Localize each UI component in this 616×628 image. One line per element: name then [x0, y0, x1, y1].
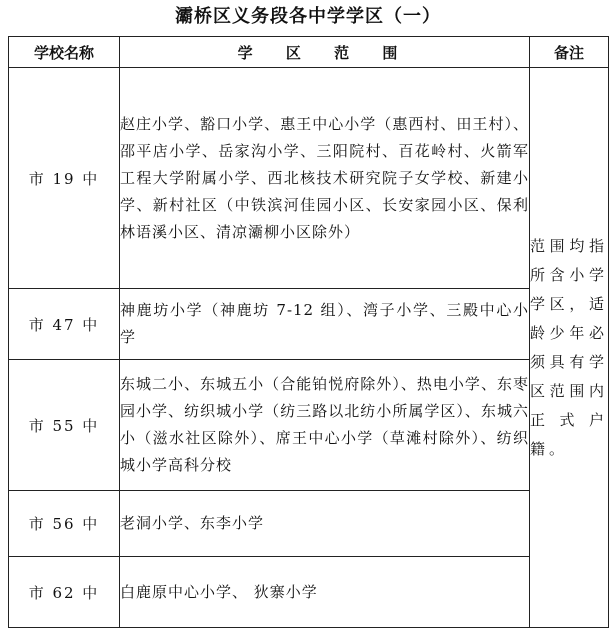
- table-row: [9, 68, 609, 289]
- table-row: [9, 289, 609, 360]
- district-range-cell: 东城二小、东城五小（合能铂悦府除外）、热电小学、东枣园小学、纺织城小学（纺三路以北纺小所属学区）、东城六小（滋水社区除外）、席王中心小学（草滩村除外）、纺织城小学高科分校: [120, 360, 530, 491]
- page-title: 灞桥区义务段各中学学区（一）: [175, 6, 441, 27]
- table-header-row: [9, 37, 609, 68]
- school-name-cell: 市 55 中: [9, 360, 120, 491]
- school-name-cell: 市 47 中: [9, 289, 120, 360]
- district-range-cell: 白鹿原中心小学、 狄寨小学: [120, 557, 530, 628]
- school-name-cell: 市 56 中: [9, 491, 120, 557]
- header-note: 备注: [530, 37, 609, 68]
- table-row: [9, 557, 609, 628]
- school-district-table: [8, 36, 609, 628]
- table-row: [9, 491, 609, 557]
- note-cell: 范围均指所含小学学区，适龄少年必须具有学区范围内正式户籍。: [530, 68, 609, 628]
- table-row: [9, 360, 609, 491]
- district-range-cell: 赵庄小学、豁口小学、惠王中心小学（惠西村、田王村）、邵平店小学、岳家沟小学、三阳院村、百花岭村、火箭军工程大学附属小学、西北核技术研究院子女学校、新建小学、新村社区（中铁滨河佳园小区、长安家园小区、保利林语溪小区、清凉灞柳小区除外）: [120, 68, 530, 289]
- school-name-cell: 市 62 中: [9, 557, 120, 628]
- district-range-cell: 神鹿坊小学（神鹿坊 7-12 组）、湾子小学、三殿中心小学: [120, 289, 530, 360]
- header-school-name: 学校名称: [9, 37, 120, 68]
- school-name-cell: 市 19 中: [9, 68, 120, 289]
- district-range-cell: 老洞小学、东李小学: [120, 491, 530, 557]
- header-district-range: 学 区 范 围: [120, 37, 530, 68]
